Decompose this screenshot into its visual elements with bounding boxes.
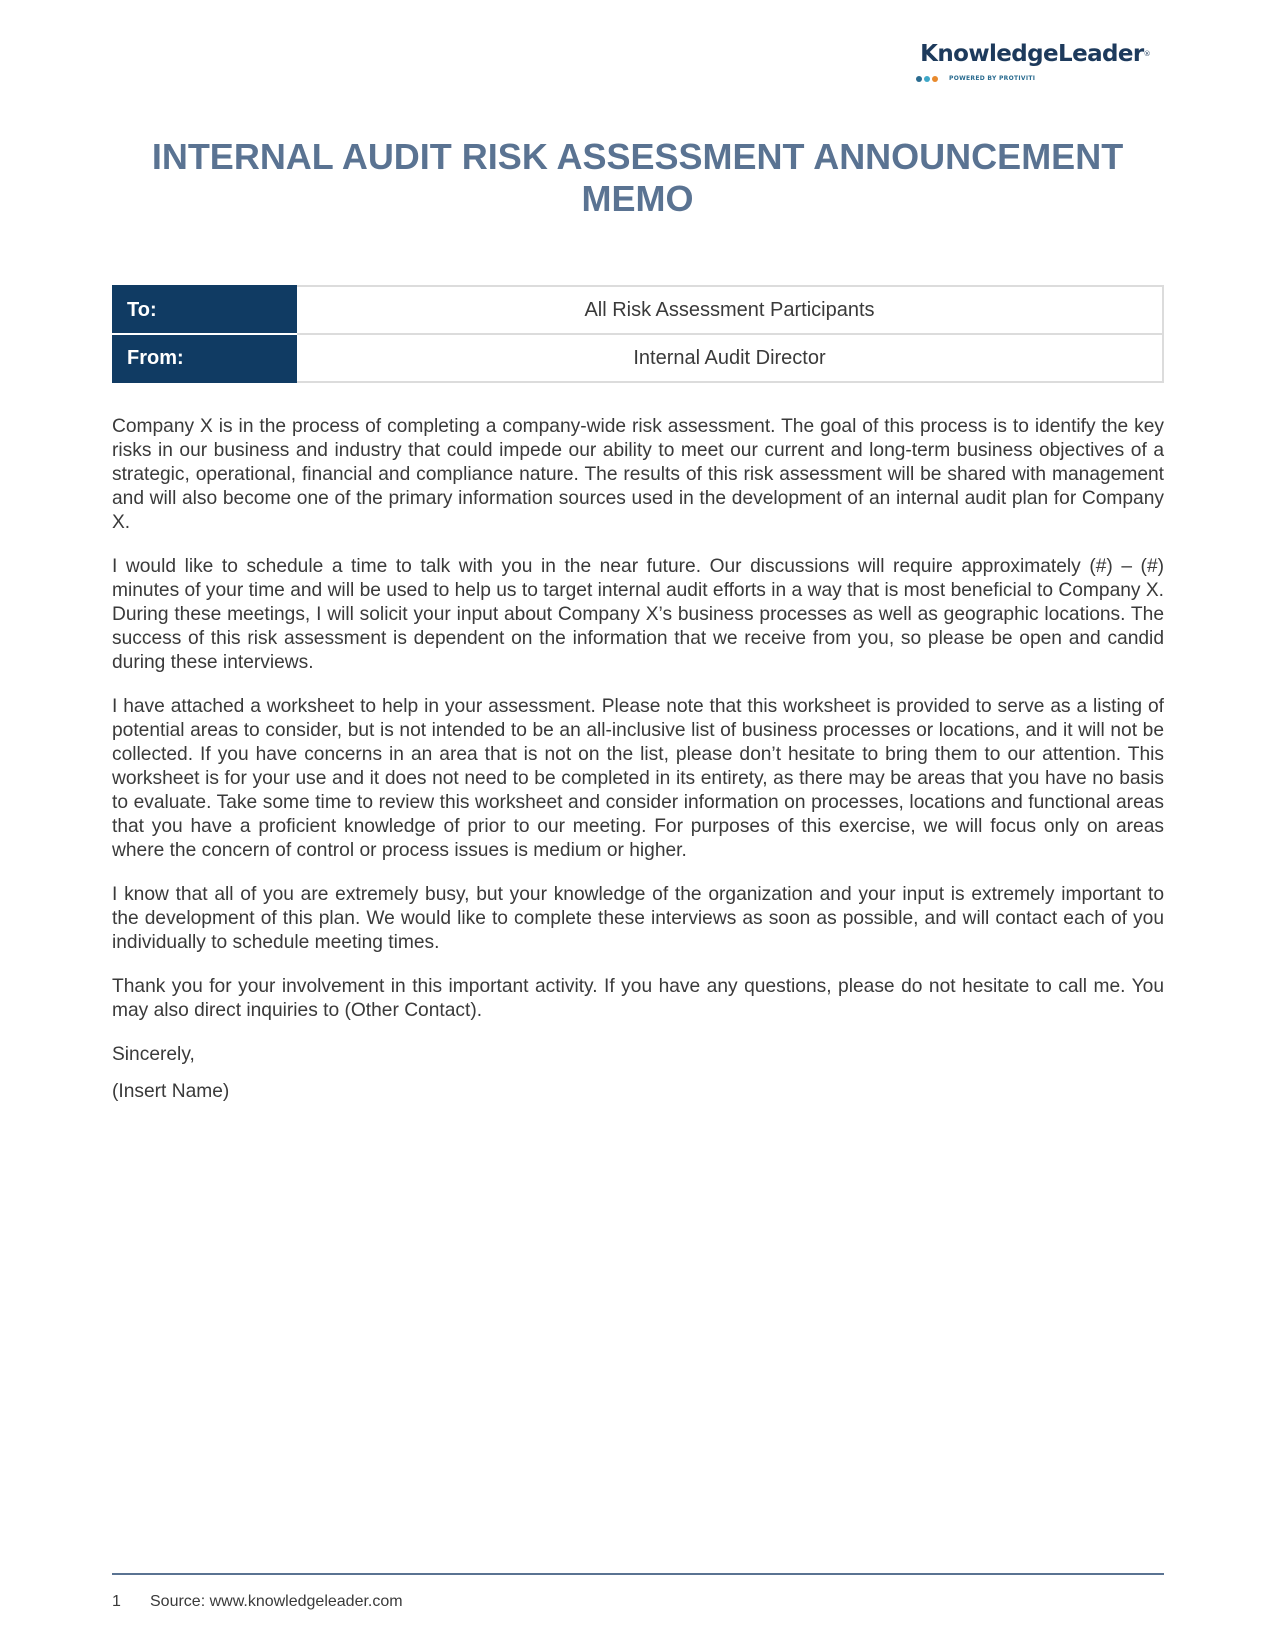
to-value: All Risk Assessment Participants (296, 286, 1163, 334)
logo-wordmark (910, 40, 1150, 68)
logo-dot-icon (916, 76, 922, 82)
logo-name: KnowledgeLeader (920, 41, 1144, 67)
logo-dot-icon (924, 76, 930, 82)
closing-text: Sincerely, (112, 1044, 195, 1065)
knowledgeleader-logo (910, 40, 1150, 82)
footer-divider (112, 1573, 1164, 1575)
body-paragraph: I have attached a worksheet to help in your assessment. Please note that this worksheet is provided to serve as a listing of potential areas to consider, but is not intended to be an all-inclusive list of business processes or locations, and it will not be collected. If you have concerns in an area that is not on the list, please don’t hesitate to bring them to our attention. This worksheet is for your use and it does not need to be completed in its entirety, as there may be areas that you have no basis to evaluate. Take some time to review this worksheet and consider information on processes, locations and functional areas that you have a proficient knowledge of prior to our meeting. For purposes of this exercise, we will focus only on areas where the concern of control or process issues is medium or higher. (112, 696, 1164, 861)
signature-name: (Insert Name) (112, 1081, 230, 1102)
body-paragraph: I would like to schedule a time to talk with you in the near future. Our discussions will require approximately (#) – (#) minutes of your time and will be used to help us to target internal audit efforts in a way that is most beneficial to Company X. During these meetings, I will solicit your input about Company X’s business processes as well as geographic locations. The success of this risk assessment is dependent on the information that we receive from you, so please be open and candid during these interviews. (112, 556, 1164, 673)
body-paragraph: Thank you for your involvement in this important activity. If you have any questions, please do not hesitate to call me. You may also direct inquiries to (Other Contact). (112, 976, 1164, 1021)
logo-tagline-row (910, 75, 1150, 82)
logo-trademark: ® (1143, 50, 1150, 58)
logo-dot-icon (932, 76, 938, 82)
memo-title: INTERNAL AUDIT RISK ASSESSMENT ANNOUNCEMENT MEMO (151, 136, 1124, 219)
memo-from-row (113, 334, 1163, 382)
to-label: To: (113, 286, 296, 334)
body-paragraph: I know that all of you are extremely busy, but your knowledge of the organization and your input is extremely important to the development of this plan. We would like to complete these interviews as soon as possible, and will contact each of you individually to schedule meeting times. (112, 884, 1164, 953)
page-footer (112, 1593, 403, 1611)
from-label: From: (113, 334, 296, 382)
footer-source: Source: www.knowledgeleader.com (150, 1593, 403, 1610)
body-paragraph: Company X is in the process of completing a company-wide risk assessment. The goal of this process is to identify the key risks in our business and industry that could impede our ability to meet our current and long-term business objectives of a strategic, operational, financial and compliance nature. The results of this risk assessment will be shared with management and will also become one of the primary information sources used in the development of an internal audit plan for Company X. (112, 416, 1164, 533)
memo-to-row (113, 286, 1163, 334)
logo-tagline: POWERED BY PROTIVITI (949, 75, 1036, 82)
page-number: 1 (112, 1593, 121, 1610)
memo-body (112, 415, 1164, 1117)
from-value: Internal Audit Director (296, 334, 1163, 382)
memo-header-table (112, 285, 1164, 383)
